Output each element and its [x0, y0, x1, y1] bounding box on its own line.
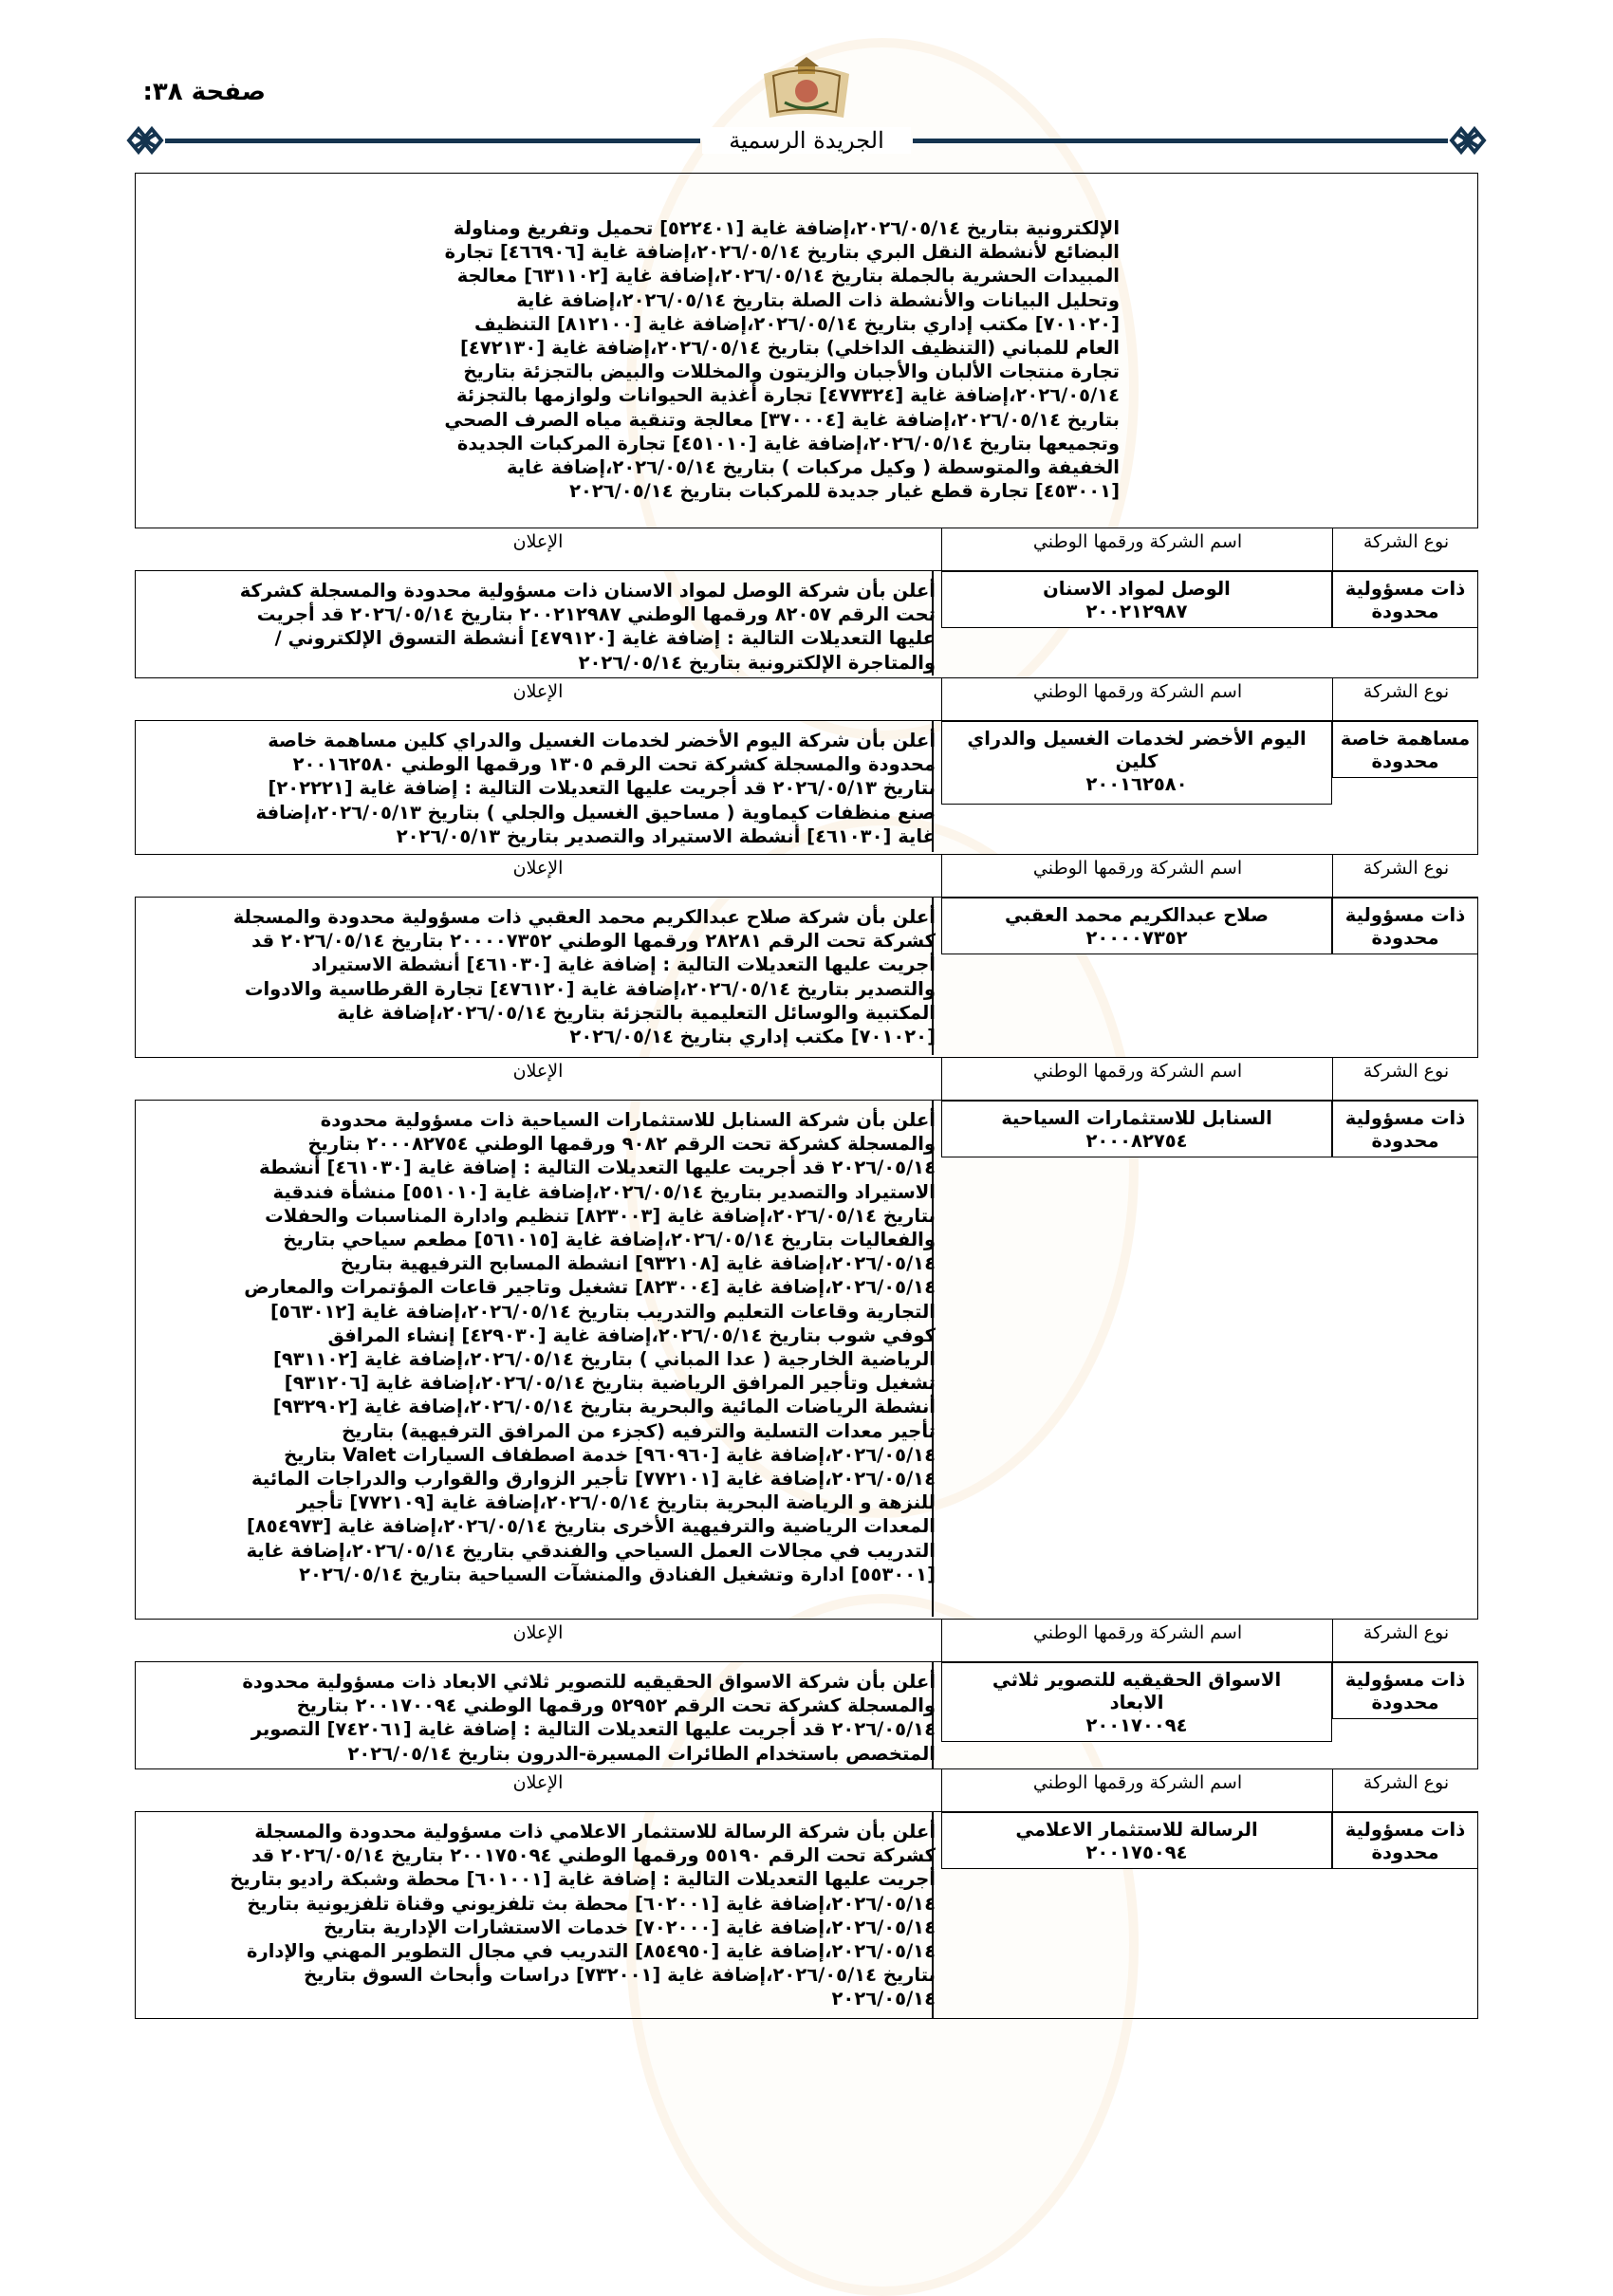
page-number: صفحة ٣٨:	[142, 78, 266, 106]
header-company-type: نوع الشركة	[1332, 855, 1479, 897]
ornament-knot-icon	[1446, 121, 1490, 159]
header-announcement: الإعلان	[512, 681, 564, 702]
announcement-text: أعلن بأن شركة الرسالة للاستثمار الاعلامي ذات مسؤولية محدودة والمسجلة كشركة تحت الرقم ٥٥١٩٠ ورقمها الوطني ٢٠٠١٧٥٠٩٤ بتاريخ ٢٠٢٦/٠٥/١٤ قد أجريت عليها التعديلات التالية : إضافة غاية [٦٠١٠٠١] محطة وشبكة راديو بتاريخ ٢٠٢٦/٠٥/١٤،إضافة غاية [٦٠٢٠٠١] محطة بث تلفزيوني وقناة تلفزيونية بتاريخ ٢٠٢٦/٠٥/١٤،إضافة غاية [٧٠٢٠٠٠] خدمات الاستشارات الإدارية بتاريخ ٢٠٢٦/٠٥/١٤،إضافة غاية [٨٥٤٩٥٠] التدريب في مجال التطوير المهني والإدارة بتاريخ ٢٠٢٦/٠٥/١٤،إضافة غاية [٧٣٢٠٠١] دراسات وأبحاث السوق بتاريخ ٢٠٢٦/٠٥/١٤	[230, 1821, 936, 2010]
announcement-text: أعلن بأن شركة صلاح عبدالكريم محمد العقبي ذات مسؤولية محدودة والمسجلة كشركة تحت الرقم ٢٨٢٨١ ورقمها الوطني ٢٠٠٠٠٧٣٥٢ بتاريخ ٢٠٢٦/٠٥/١٤ قد أجريت عليها التعديلات التالية : إضافة غاية [٤٦١٠٣٠] أنشطة الاستيراد والتصدير بتاريخ ٢٠٢٦/٠٥/١٤،إضافة غاية [٤٧٦١٢٠] تجارة القرطاسية والادوات المكتبية والوسائل التعليمية بالتجزئة بتاريخ ٢٠٢٦/٠٥/١٤،إضافة غاية [٧٠١٠٢٠] مكتب إداري بتاريخ ٢٠٢٦/٠٥/١٤	[232, 906, 936, 1048]
continued-announcement-text: الإلكترونية بتاريخ ٢٠٢٦/٠٥/١٤،إضافة غاية [٥٢٢٤٠١] تحميل وتفريغ ومناولة البضائع لأنشطة النقل البري بتاريخ ٢٠٢٦/٠٥/١٤،إضافة غاية [٤٦٦٩٠٦] تجارة المبيدات الحشرية بالجملة بتاريخ ٢٠٢٦/٠٥/١٤،إضافة غاية [٦٣١١٠٢] معالجة وتحليل البيانات والأنشطة ذات الصلة بتاريخ ٢٠٢٦/٠٥/١٤،إضافة غاية [٧٠١٠٢٠] مكتب إداري بتاريخ ٢٠٢٦/٠٥/١٤،إضافة غاية [٨١٢١٠٠] التنظيف العام للمباني (التنظيف الداخلي) بتاريخ ٢٠٢٦/٠٥/١٤،إضافة غاية [٤٧٢١٣٠] تجارة منتجات الألبان والأجبان والزيتون والمخللات والبيض بالتجزئة بتاريخ ٢٠٢٦/٠٥/١٤،إضافة غاية [٤٧٧٣٢٤] تجارة أغذية الحيوانات ولوازمها بالتجزئة بتاريخ ٢٠٢٦/٠٥/١٤،إضافة غاية [٣٧٠٠٠٤] معالجة وتنقية مياه الصرف الصحي وتجميعها بتاريخ ٢٠٢٦/٠٥/١٤،إضافة غاية [٤٥١٠١٠] تجارة المركبات الجديدة الخفيفة والمتوسطة ( وكيل مركبات ) بتاريخ ٢٠٢٦/٠٥/١٤،إضافة غاية [٤٥٣٠٠١] تجارة قطع غيار جديدة للمركبات بتاريخ ٢٠٢٦/٠٥/١٤	[444, 217, 1120, 503]
company-type-cell: ذات مسؤولية محدودة	[1332, 898, 1478, 954]
announcement-text: أعلن بأن شركة اليوم الأخضر لخدمات الغسيل والدراي كلين مساهمة خاصة محدودة والمسجلة كشركة تحت الرقم ١٣٠٥ ورقمها الوطني ٢٠٠١٦٢٥٨٠ بتاريخ ٢٠٢٦/٠٥/١٣ قد أجريت عليها التعديلات التالية : إضافة غاية [٢٠٢٢٢١] صنع منظفات كيماوية ( مساحيق الغسيل والجلي ) بتاريخ ٢٠٢٦/٠٥/١٣،إضافة غاية [٤٦١٠٣٠] أنشطة الاستيراد والتصدير بتاريخ ٢٠٢٦/٠٥/١٣	[255, 730, 936, 847]
company-type-cell: ذات مسؤولية محدودة	[1332, 1662, 1478, 1719]
table-header-row	[135, 677, 1478, 721]
coat-of-arms-emblem	[756, 55, 857, 120]
company-type-cell: ذات مسؤولية محدودة	[1332, 571, 1478, 628]
company-name-cell: صلاح عبدالكريم محمد العقبي ٢٠٠٠٠٧٣٥٢	[941, 898, 1332, 954]
table-header-row	[135, 1057, 1478, 1101]
header-announcement: الإعلان	[512, 858, 564, 879]
company-name-cell: الرسالة للاستثمار الاعلامي ٢٠٠١٧٥٠٩٤	[941, 1812, 1332, 1869]
table-header-row	[135, 1768, 1478, 1812]
table-header-row	[135, 1619, 1478, 1662]
header-announcement: الإعلان	[512, 1772, 564, 1793]
header-company-type: نوع الشركة	[1332, 528, 1479, 570]
gazette-title: الجريدة الرسمية	[702, 127, 911, 154]
company-name-cell: السنابل للاستثمارات السياحية ٢٠٠٠٨٢٧٥٤	[941, 1101, 1332, 1157]
header-announcement: الإعلان	[512, 1622, 564, 1643]
ornament-knot-icon	[123, 121, 167, 159]
table-header-row	[135, 854, 1478, 898]
header-company-name: اسم الشركة ورقمها الوطني	[941, 1769, 1333, 1811]
company-type-cell: ذات مسؤولية محدودة	[1332, 1101, 1478, 1157]
announcement-text: أعلن بأن شركة السنابل للاستثمارات السياحية ذات مسؤولية محدودة والمسجلة كشركة تحت الرقم ٩٠٨٢ ورقمها الوطني ٢٠٠٠٨٢٧٥٤ بتاريخ ٢٠٢٦/٠٥/١٤ قد أجريت عليها التعديلات التالية : إضافة غاية [٤٦١٠٣٠] أنشطة الاستيراد والتصدير بتاريخ ٢٠٢٦/٠٥/١٤،إضافة غاية [٥٥١٠١٠] منشأة فندقية بتاريخ ٢٠٢٦/٠٥/١٤،إضافة غاية [٨٢٣٠٠٣] تنظيم وادارة المناسبات والحفلات والفعاليات بتاريخ ٢٠٢٦/٠٥/١٤،إضافة غاية [٥٦١٠١٥] مطعم سياحي بتاريخ ٢٠٢٦/٠٥/١٤،إضافة غاية [٩٣٢١٠٨] انشطة المسابح الترفيهية بتاريخ ٢٠٢٦/٠٥/١٤،إضافة غاية [٨٢٣٠٠٤] تشغيل وتاجير قاعات المؤتمرات والمعارض التجارية وقاعات التعليم والتدريب بتاريخ ٢٠٢٦/٠٥/١٤،إضافة غاية [٥٦٣٠١٢] كوفي شوب بتاريخ ٢٠٢٦/٠٥/١٤،إضافة غاية [٤٢٩٠٣٠] إنشاء المرافق الرياضية الخارجية ( عدا المباني ) بتاريخ ٢٠٢٦/٠٥/١٤،إضافة غاية [٩٣١١٠٢] تشغيل وتأجير المرافق الرياضية بتاريخ ٢٠٢٦/٠٥/١٤،إضافة غاية [٩٣١٢٠٦] أنشطة الرياضات المائية والبحرية بتاريخ ٢٠٢٦/٠٥/١٤،إضافة غاية [٩٣٢٩٠٢] تأجير معدات التسلية والترفيه (كجزء من المرافق الترفيهية) بتاريخ ٢٠٢٦/٠٥/١٤،إضافة غاية [٩٦٠٩٦٠] خدمة اصطفاف السيارات Valet بتاريخ ٢٠٢٦/٠٥/١٤،إضافة غاية [٧٧٢١٠١] تأجير الزوارق والقوارب والدراجات المائية للنزهة و الرياضة البحرية بتاريخ ٢٠٢٦/٠٥/١٤،إضافة غاية [٧٧٢١٠٩] تأجير المعدات الرياضية والترفيهية الأخرى بتاريخ ٢٠٢٦/٠٥/١٤،إضافة غاية [٨٥٤٩٧٣] التدريب في مجالات العمل السياحي والفندقي بتاريخ ٢٠٢٦/٠٥/١٤،إضافة غاية [٥٥٣٠٠١] ادارة وتشغيل الفنادق والمنشآت السياحية بتاريخ ٢٠٢٦/٠٥/١٤	[244, 1109, 936, 1585]
header-company-type: نوع الشركة	[1332, 1769, 1479, 1811]
header-company-name: اسم الشركة ورقمها الوطني	[941, 678, 1333, 720]
header-company-type: نوع الشركة	[1332, 1620, 1479, 1661]
header-announcement: الإعلان	[512, 1061, 564, 1082]
announcement-text: أعلن بأن شركة الاسواق الحقيقيه للتصوير ثلاثي الابعاد ذات مسؤولية محدودة والمسجلة كشركة تحت الرقم ٥٢٩٥٢ ورقمها الوطني ٢٠٠١٧٠٠٩٤ بتاريخ ٢٠٢٦/٠٥/١٤ قد أجريت عليها التعديلات التالية : إضافة غاية [٧٤٢٠٦١] التصوير المتخصص باستخدام الطائرات المسيرة-الدرون بتاريخ ٢٠٢٦/٠٥/١٤	[242, 1671, 936, 1765]
header-company-name: اسم الشركة ورقمها الوطني	[941, 855, 1333, 897]
announcement-text: أعلن بأن شركة الوصل لمواد الاسنان ذات مسؤولية محدودة والمسجلة كشركة تحت الرقم ٨٢٠٥٧ ورقمها الوطني ٢٠٠٢١٢٩٨٧ بتاريخ ٢٠٢٦/٠٥/١٤ قد أجريت عليها التعديلات التالية : إضافة غاية [٤٧٩١٢٠] أنشطة التسوق الإلكتروني / والمتاجرة الإلكترونية بتاريخ ٢٠٢٦/٠٥/١٤	[239, 580, 936, 674]
header-announcement: الإعلان	[512, 531, 564, 552]
company-name-cell: الاسواق الحقيقيه للتصوير ثلاثي الابعاد ٢٠٠١٧٠٠٩٤	[941, 1662, 1332, 1742]
company-name-cell: اليوم الأخضر لخدمات الغسيل والدراي كلين ٢٠٠١٦٢٥٨٠	[941, 721, 1332, 805]
header-rule	[165, 139, 700, 143]
company-type-cell: ذات مسؤولية محدودة	[1332, 1812, 1478, 1869]
header-rule	[913, 139, 1448, 143]
company-type-cell: مساهمة خاصة محدودة	[1332, 721, 1478, 778]
header-company-name: اسم الشركة ورقمها الوطني	[941, 1058, 1333, 1100]
header-company-type: نوع الشركة	[1332, 678, 1479, 720]
header-company-type: نوع الشركة	[1332, 1058, 1479, 1100]
table-header-row	[135, 528, 1478, 571]
header-company-name: اسم الشركة ورقمها الوطني	[941, 528, 1333, 570]
header-company-name: اسم الشركة ورقمها الوطني	[941, 1620, 1333, 1661]
company-name-cell: الوصل لمواد الاسنان ٢٠٠٢١٢٩٨٧	[941, 571, 1332, 628]
